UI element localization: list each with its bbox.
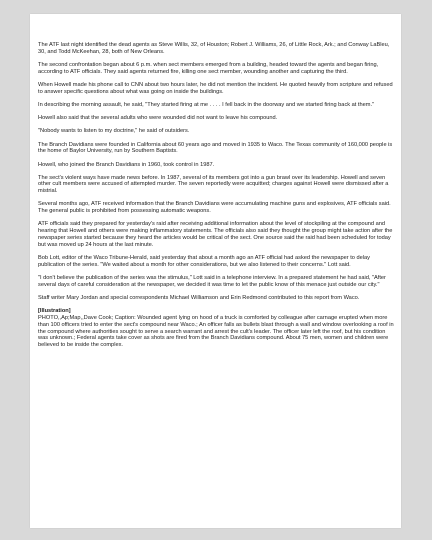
paragraph-morning-assault: In describing the morning assault, he said, "They started firing at me . . . . I fell back in the doorway and we started firing back at them." [38,101,375,108]
paragraph-founding: The Branch Davidians were founded in California about 60 years ago and moved in 1935 to Waco. The Texas community of 160,000 people is the home of Baylor University, run by Southern Baptists. [38,141,393,155]
illustration-caption: PHOTO,,Ap;Map,,Dave Cook; Caption: Wounded agent lying on hood of a truck is comforted by colleague after carnage erupted when more than 100 officers tried to enter the sect's compound near Waco.; An officer falls as bullets blast through a wall and window overlooking a roof in the compound where authorities sought to serve a search warrant and arrest the cult's leader. The officer later left the roof, but his condition was unknown.; Federal agents take cover as shots are fired from the Branch Davidians compound. About 75 men, women and children were believed to be inside the complex. [38,314,394,349]
paragraph-wounded-adults: Howell also said that the several adults who were wounded did not want to leave his compound. [38,115,278,122]
paragraph-doctrine-quote: "Nobody wants to listen to my doctrine," he said of outsiders. [38,128,190,135]
article-body [38,42,394,355]
paragraph-howell-control: Howell, who joined the Branch Davidians in 1960, took control in 1987. [38,161,215,168]
document-page [30,14,401,528]
paragraph-contributors: Staff writer Mary Jordan and special correspondents Michael Williamson and Erin Redmond contributed to this report from Waco. [38,295,360,301]
paragraph-dead-agents: The ATF last night identified the dead agents as Steve Willis, 32, of Houston; Robert J. Williams, 26, of Little Rock, Ark.; and Conway LaBleu, 30, and Todd McKeehan, 28, both of New Orleans. [38,42,390,55]
paragraph-second-confrontation: The second confrontation began about 6 p.m. when sect members emerged from a building, headed toward the agents and began firing, according to ATF officials. They said agents returned fire, killing one sect member, wounding another and capturing the third. [38,61,379,75]
paragraph-violent-history: The sect's violent ways have made news before. In 1987, several of its members got into a gun brawl over its leadership. Howell and seven other cult members were accused of attempted murder. The seven reportedly were acquitted; charges against Howell were dismissed after a mistrial. [38,174,389,195]
paragraph-bob-lott: Bob Lott, editor of the Waco Tribune-Herald, said yesterday that about a month ago an ATF official had asked the newspaper to delay publication of the series. "We waited about a month for other considerations, but we also listened to their concerns." Lott said. [38,255,370,268]
illustration-heading: [Illustration] [38,308,71,315]
paragraph-weapons-info: Several months ago, ATF received information that the Branch Davidians were accumulating machine guns and explosives, ATF officials said. The general public is prohibited from possessing automatic weapons. [38,201,391,215]
paragraph-lott-statement: "I don't believe the publication of the series was the stimulus," Lott said in a telephone interview. In a prepared statement he had said, "After several days of careful consideration at the newspaper, we decided it was time to let the public know of this menace just outside our city." [38,275,386,288]
paragraph-raid-preparation: ATF officials said they prepared for yesterday's raid after receiving additional information about the level of stockpiling at the compound and hearing that Howell and others were making inflammatory statements. The officials also said they thought the group might take action after the newspaper series started because they heard the articles would be critical of the sect. One source said the raid had been scheduled for today but was moved up 24 hours at the last minute. [38,221,393,248]
paragraph-cnn-call: When Howell made his phone call to CNN about two hours later, he did not mention the incident. He quoted heavily from scripture and refused to answer specific questions about what was going on inside the buildings. [38,81,393,95]
